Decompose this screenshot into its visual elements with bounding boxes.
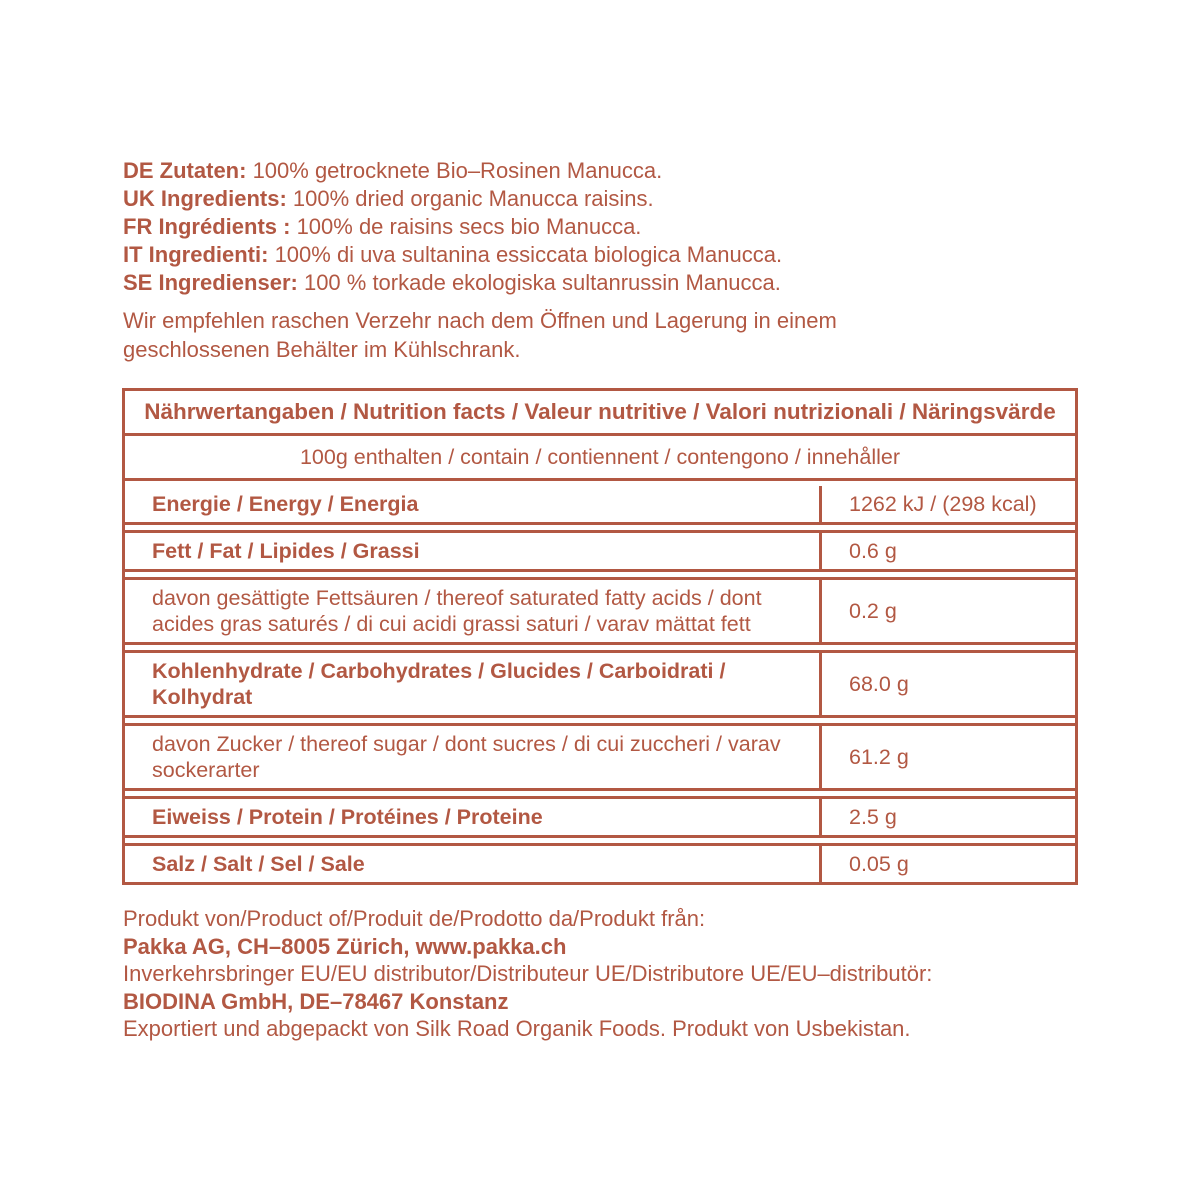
nutrition-row-carbohydrates-value: 68.0 g	[819, 653, 1075, 715]
ingredients-text-uk: 100% dried organic Manucca raisins.	[286, 186, 654, 211]
ingredients-line-it	[123, 241, 1083, 269]
storage-note	[123, 306, 1083, 364]
ingredients-text-de: 100% getrocknete Bio–Rosinen Manucca.	[246, 158, 663, 183]
nutrition-row-salt	[125, 843, 1075, 882]
producer-info-block	[123, 905, 1133, 1043]
ingredients-text-se: 100 % torkade ekologiska sultanrussin Manucca.	[297, 270, 781, 295]
storage-note-line1: Wir empfehlen raschen Verzehr nach dem Öffnen und Lagerung in einem	[123, 308, 837, 333]
nutrition-row-sugar-value: 61.2 g	[819, 726, 1075, 788]
nutrition-row-saturated-fat	[125, 577, 1075, 645]
ingredients-prefix-se: SE Ingredienser:	[123, 270, 298, 295]
product-of-line: Produkt von/Product of/Produit de/Prodotto da/Produkt från:	[123, 906, 706, 931]
nutrition-row-fat-value: 0.6 g	[819, 533, 1075, 569]
nutrition-row-carbohydrates	[125, 650, 1075, 718]
export-origin-line: Exportiert und abgepackt von Silk Road Organik Foods. Produkt von Usbekistan.	[123, 1016, 911, 1041]
nutrition-row-sugar-label: davon Zucker / thereof sugar / dont sucres / di cui zuccheri / varav sockerarter	[152, 732, 781, 782]
nutrition-row-salt-value: 0.05 g	[819, 846, 1075, 882]
ingredients-line-se	[123, 269, 1083, 297]
ingredients-line-uk	[123, 185, 1083, 213]
nutrition-table	[122, 388, 1078, 885]
distributor-label-line: Inverkehrsbringer EU/EU distributor/Distributeur UE/Distributore UE/EU–distributör:	[123, 961, 933, 986]
ingredients-text-it: 100% di uva sultanina essiccata biologica Manucca.	[268, 242, 783, 267]
ingredients-line-de	[123, 157, 1083, 185]
nutrition-table-subtitle: 100g enthalten / contain / contiennent / contengono / innehåller	[125, 436, 1075, 481]
nutrition-row-protein-label: Eiweiss / Protein / Protéines / Proteine	[152, 805, 543, 829]
nutrition-row-protein	[125, 796, 1075, 838]
ingredients-prefix-de: DE Zutaten:	[123, 158, 247, 183]
nutrition-row-fat	[125, 530, 1075, 572]
nutrition-row-salt-label: Salz / Salt / Sel / Sale	[152, 852, 365, 876]
nutrition-row-energy-label: Energie / Energy / Energia	[152, 492, 419, 516]
producer-name-line: Pakka AG, CH–8005 Zürich, www.pakka.ch	[123, 933, 567, 959]
nutrition-row-sugar	[125, 723, 1075, 791]
nutrition-row-saturated-fat-label: davon gesättigte Fettsäuren / thereof saturated fatty acids / dont acides gras saturés / di cui acidi grassi saturi / varav mättat fett	[152, 586, 762, 636]
nutrition-row-protein-value: 2.5 g	[819, 799, 1075, 835]
nutrition-row-saturated-fat-value: 0.2 g	[819, 580, 1075, 642]
nutrition-table-title: Nährwertangaben / Nutrition facts / Valeur nutritive / Valori nutrizionali / Näringsvärde	[125, 391, 1075, 436]
ingredients-prefix-fr: FR Ingrédients :	[123, 214, 291, 239]
ingredients-line-fr	[123, 213, 1083, 241]
ingredients-block	[123, 157, 1083, 297]
nutrition-row-carbohydrates-label: Kohlenhydrate / Carbohydrates / Glucides / Carboidrati / Kolhydrat	[152, 659, 726, 709]
nutrition-row-fat-label: Fett / Fat / Lipides / Grassi	[152, 539, 420, 563]
distributor-name-line: BIODINA GmbH, DE–78467 Konstanz	[123, 988, 509, 1014]
ingredients-prefix-it: IT Ingredienti:	[123, 242, 269, 267]
nutrition-row-energy-value: 1262 kJ / (298 kcal)	[819, 486, 1075, 522]
nutrition-row-energy	[125, 486, 1075, 525]
ingredients-text-fr: 100% de raisins secs bio Manucca.	[290, 214, 642, 239]
ingredients-prefix-uk: UK Ingredients:	[123, 186, 287, 211]
storage-note-line2: geschlossenen Behälter im Kühlschrank.	[123, 337, 521, 362]
